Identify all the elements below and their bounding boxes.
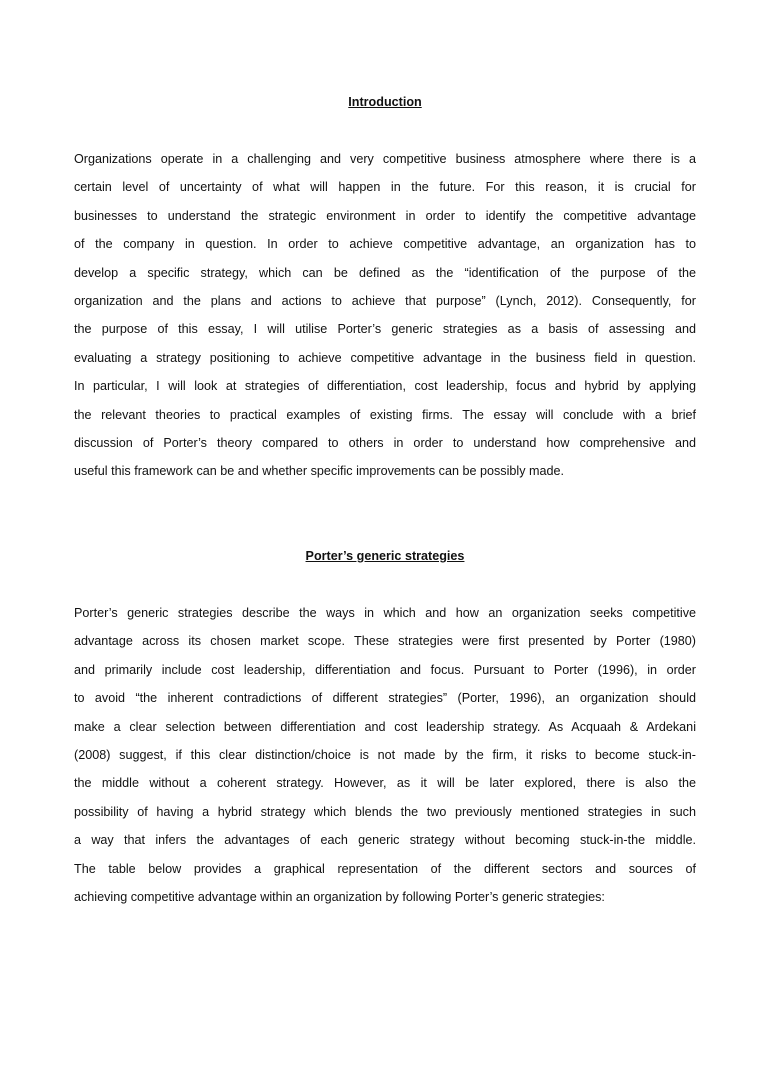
paragraph-line: the middle without a coherent strategy. However, as it will be later explored, there is also the: [74, 776, 696, 791]
paragraph-line: to avoid “the inherent contradictions of different strategies” (Porter, 1996), an organization should: [74, 691, 696, 706]
introduction-paragraph: [74, 151, 696, 492]
paragraph-line: achieving competitive advantage within an organization by following Porter’s generic strategies:: [74, 889, 605, 904]
paragraph-line: the purpose of this essay, I will utilise Porter’s generic strategies as a basis of assessing and: [74, 322, 696, 337]
paragraph-line: a way that infers the advantages of each generic strategy without becoming stuck-in-the middle.: [74, 833, 696, 848]
paragraph-line: Organizations operate in a challenging and very competitive business atmosphere where there is a: [74, 152, 696, 166]
paragraph-line: Porter’s generic strategies describe the ways in which and how an organization seeks competitive: [74, 606, 696, 620]
paragraph-line: discussion of Porter’s theory compared to others in order to understand how comprehensive and: [74, 435, 696, 450]
paragraph-line: of the company in question. In order to achieve competitive advantage, an organization has to: [74, 237, 696, 252]
paragraph-line: The table below provides a graphical representation of the different sectors and sources of: [74, 861, 696, 876]
section-heading-porters-generic-strategies: Porter’s generic strategies: [305, 549, 465, 563]
paragraph-line: develop a specific strategy, which can be defined as the “identification of the purpose of the: [74, 265, 696, 280]
paragraph-line: useful this framework can be and whether specific improvements can be possibly made.: [74, 464, 564, 479]
section-heading-introduction: Introduction: [348, 95, 422, 109]
paragraph-line: businesses to understand the strategic environment in order to identify the competitive advantage: [74, 208, 696, 223]
paragraph-line: certain level of uncertainty of what will happen in the future. For this reason, it is crucial for: [74, 180, 696, 195]
paragraph-line: In particular, I will look at strategies of differentiation, cost leadership, focus and hybrid by applying: [74, 379, 696, 394]
paragraph-line: advantage across its chosen market scope. These strategies were first presented by Porter (1980): [74, 634, 696, 649]
paragraph-line: and primarily include cost leadership, differentiation and focus. Pursuant to Porter (1996), in order: [74, 662, 696, 677]
paragraph-line: (2008) suggest, if this clear distinction/choice is not made by the firm, it risks to become stuck-in-: [74, 747, 696, 762]
paragraph-line: organization and the plans and actions to achieve that purpose” (Lynch, 2012). Consequently, for: [74, 293, 696, 308]
paragraph-line: possibility of having a hybrid strategy which blends the two previously mentioned strategies in such: [74, 804, 696, 819]
paragraph-line: evaluating a strategy positioning to achieve competitive advantage in the business field in question.: [74, 350, 696, 365]
porters-strategies-paragraph: [74, 605, 696, 917]
paragraph-line: the relevant theories to practical examples of existing firms. The essay will conclude with a brief: [74, 407, 696, 422]
paragraph-line: make a clear selection between differentiation and cost leadership strategy. As Acquaah & Ardekani: [74, 719, 696, 734]
